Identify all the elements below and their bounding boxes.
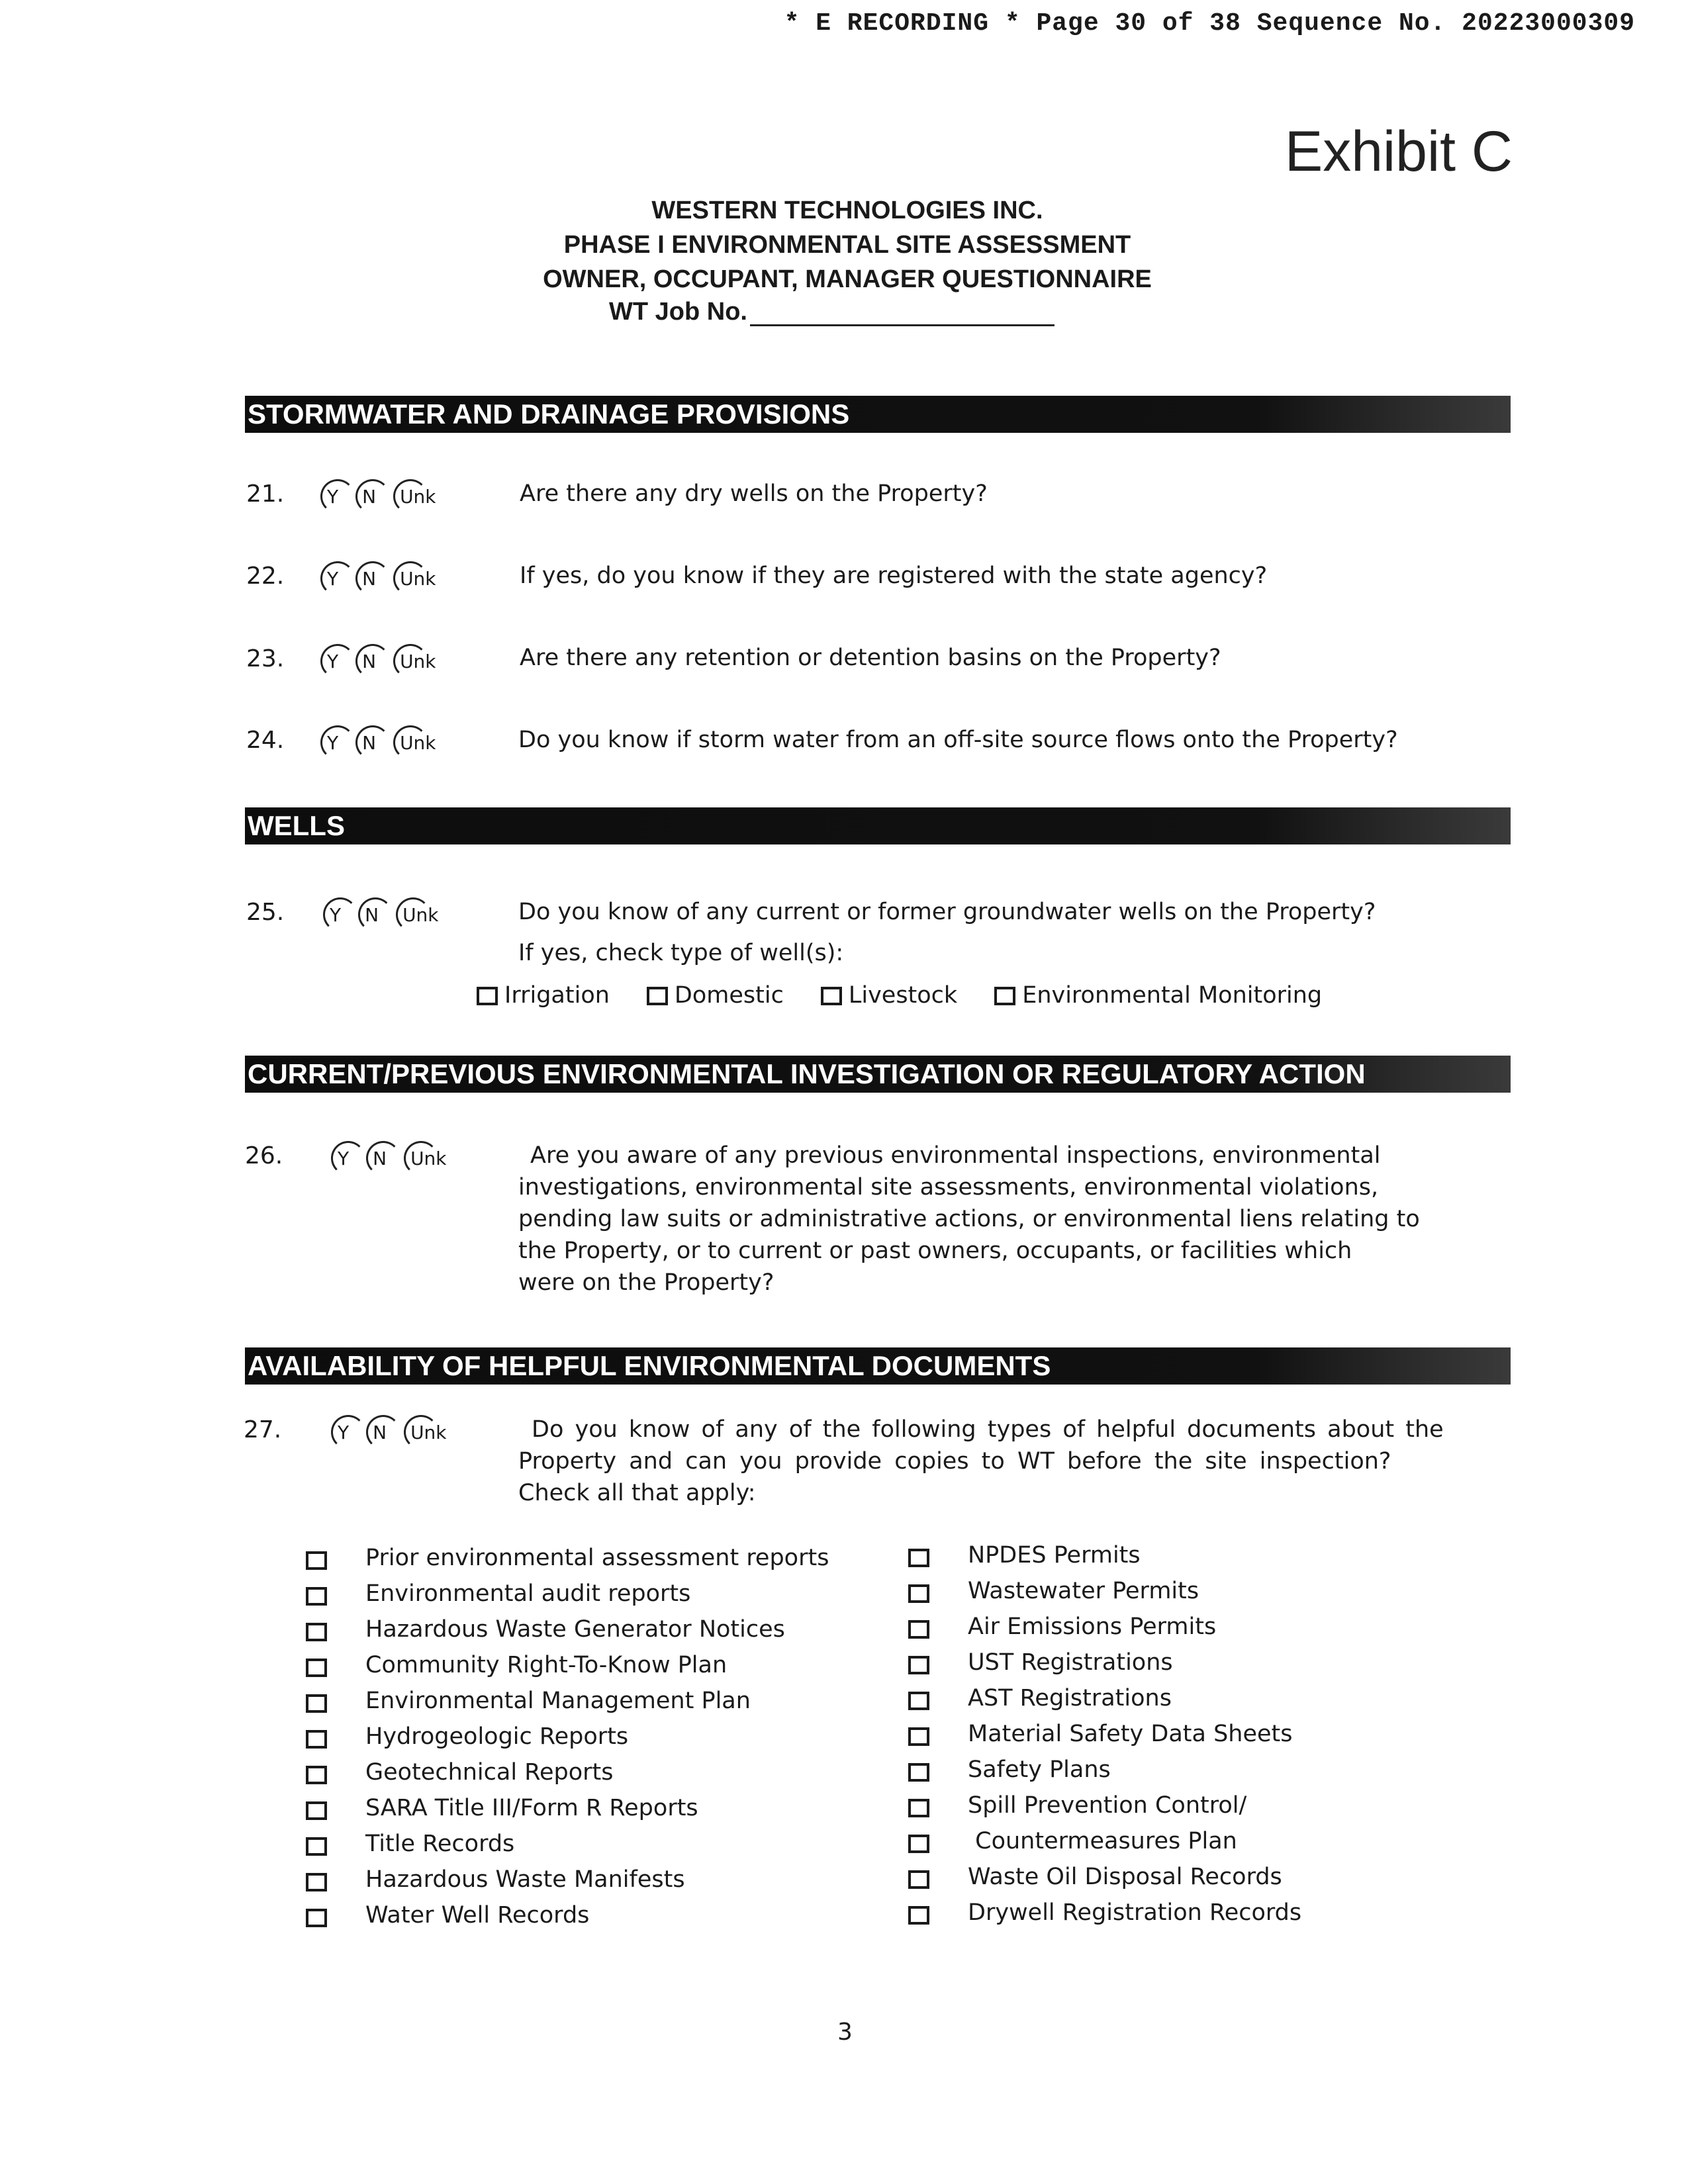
document-list-left: Prior environmental assessment reports Environmental audit reports Hazardous Waste Generator Notices Community Right-To-Know Plan Environmental Management Plan Hydrogeologic Reports Geotechnical Reports SARA Title III/Form R Reports Title Records Hazardous Waste Manifests Water Well Records xyxy=(306,1545,902,1942)
recording-stamp: * E RECORDING * Page 30 of 38 Sequence No. 20223000309 xyxy=(784,9,1635,38)
question-number: 25. xyxy=(246,899,285,926)
answer-yes[interactable]: Y xyxy=(331,1144,352,1169)
checkbox[interactable] xyxy=(994,987,1015,1005)
job-number-line xyxy=(609,298,1055,326)
question-number: 21. xyxy=(246,480,285,508)
question-number: 23. xyxy=(246,645,285,672)
question-text: Do you know if storm water from an off-site source flows onto the Property? xyxy=(518,727,1398,753)
answer-yes[interactable]: Y xyxy=(331,1418,352,1443)
well-type-domestic[interactable]: Domestic xyxy=(647,982,784,1009)
checkbox[interactable] xyxy=(306,1659,327,1677)
checkbox[interactable] xyxy=(821,987,842,1005)
answer-no[interactable]: N xyxy=(358,900,381,926)
section-heading-documents: AVAILABILITY OF HELPFUL ENVIRONMENTAL DOCUMENTS xyxy=(245,1347,1511,1385)
checkbox[interactable] xyxy=(908,1906,929,1925)
answer-no[interactable]: N xyxy=(366,1144,389,1169)
question-text: Are there any dry wells on the Property? xyxy=(520,480,988,507)
question-number: 24. xyxy=(246,727,285,754)
answer-no[interactable]: N xyxy=(355,564,379,590)
answer-options xyxy=(320,482,453,508)
answer-yes[interactable]: Y xyxy=(320,647,341,672)
checkbox[interactable] xyxy=(306,1551,327,1570)
document-title xyxy=(463,193,1231,296)
well-type-options xyxy=(477,982,1359,1009)
title-line-company: WESTERN TECHNOLOGIES INC. xyxy=(651,197,1043,224)
answer-no[interactable]: N xyxy=(355,728,379,754)
page-number: 3 xyxy=(837,2019,853,2046)
checkbox[interactable] xyxy=(306,1587,327,1606)
job-number-label: WT Job No. xyxy=(609,298,747,326)
checkbox[interactable] xyxy=(306,1730,327,1749)
checkbox[interactable] xyxy=(306,1766,327,1784)
answer-yes[interactable]: Y xyxy=(323,900,344,926)
checkbox[interactable] xyxy=(908,1584,929,1603)
checkbox[interactable] xyxy=(477,987,498,1005)
answer-options xyxy=(320,564,453,590)
answer-unknown[interactable]: Unk xyxy=(393,482,438,508)
answer-options xyxy=(323,900,456,926)
answer-options xyxy=(320,728,453,754)
well-type-environmental-monitoring[interactable]: Environmental Monitoring xyxy=(994,982,1322,1009)
question-text: Do you know of any of the following types of helpful documents about the Property and can you provide copies to WT before the site inspection? Check all that apply: xyxy=(518,1416,1444,1506)
question-number: 22. xyxy=(246,563,285,590)
answer-options xyxy=(320,647,453,672)
checkbox[interactable] xyxy=(647,987,668,1005)
section-heading-stormwater: STORMWATER AND DRAINAGE PROVISIONS xyxy=(245,396,1511,433)
well-type-livestock[interactable]: Livestock xyxy=(821,982,957,1009)
answer-no[interactable]: N xyxy=(355,482,379,508)
question-text: Do you know of any current or former groundwater wells on the Property? xyxy=(518,899,1376,925)
well-type-irrigation[interactable]: Irrigation xyxy=(477,982,610,1009)
answer-options xyxy=(331,1418,464,1443)
section-heading-wells: WELLS xyxy=(245,807,1511,844)
checkbox[interactable] xyxy=(908,1549,929,1567)
answer-unknown[interactable]: Unk xyxy=(393,728,438,754)
checkbox[interactable] xyxy=(306,1623,327,1641)
question-number: 26. xyxy=(245,1142,283,1169)
checkbox[interactable] xyxy=(306,1873,327,1891)
answer-unknown[interactable]: Unk xyxy=(404,1418,449,1443)
answer-unknown[interactable]: Unk xyxy=(393,564,438,590)
title-line-questionnaire: OWNER, OCCUPANT, MANAGER QUESTIONNAIRE xyxy=(543,265,1152,293)
checkbox[interactable] xyxy=(908,1870,929,1889)
document-list-right: NPDES Permits Wastewater Permits Air Emissions Permits UST Registrations AST Registrations Material Safety Data Sheets Safety Plans Spill Prevention Control/ Countermeasures Plan Waste Oil Disposal Records Drywell Registration Records xyxy=(908,1542,1504,1939)
checkbox[interactable] xyxy=(908,1656,929,1674)
answer-yes[interactable]: Y xyxy=(320,482,341,508)
answer-unknown[interactable]: Unk xyxy=(396,900,441,926)
well-type-prompt: If yes, check type of well(s): xyxy=(518,940,844,966)
checkbox[interactable] xyxy=(908,1835,929,1853)
answer-unknown[interactable]: Unk xyxy=(404,1144,449,1169)
checkbox[interactable] xyxy=(908,1692,929,1710)
checkbox[interactable] xyxy=(908,1727,929,1746)
answer-unknown[interactable]: Unk xyxy=(393,647,438,672)
question-text: Are you aware of any previous environmental inspections, environmental investigations, environmental site assessments, environmental violations, pending law suits or administrative actions, or environmental liens relating to the Property, or to current or past owners, occupants, or facilities which were on the Property? xyxy=(518,1142,1420,1296)
checkbox[interactable] xyxy=(306,1909,327,1927)
exhibit-label: Exhibit C xyxy=(1284,120,1513,183)
answer-options xyxy=(331,1144,464,1169)
answer-no[interactable]: N xyxy=(355,647,379,672)
checkbox[interactable] xyxy=(306,1694,327,1713)
checkbox[interactable] xyxy=(306,1837,327,1856)
question-number: 27. xyxy=(244,1416,282,1443)
checkbox[interactable] xyxy=(908,1763,929,1782)
job-number-field[interactable] xyxy=(750,300,1055,326)
question-text: If yes, do you know if they are registered with the state agency? xyxy=(520,563,1268,589)
checkbox[interactable] xyxy=(908,1620,929,1639)
section-heading-investigation: CURRENT/PREVIOUS ENVIRONMENTAL INVESTIGATION OR REGULATORY ACTION xyxy=(245,1056,1511,1093)
checkbox[interactable] xyxy=(908,1799,929,1817)
answer-yes[interactable]: Y xyxy=(320,564,341,590)
answer-yes[interactable]: Y xyxy=(320,728,341,754)
question-text: Are there any retention or detention basins on the Property? xyxy=(520,645,1221,671)
answer-no[interactable]: N xyxy=(366,1418,389,1443)
title-line-assessment: PHASE I ENVIRONMENTAL SITE ASSESSMENT xyxy=(563,231,1131,259)
checkbox[interactable] xyxy=(306,1801,327,1820)
